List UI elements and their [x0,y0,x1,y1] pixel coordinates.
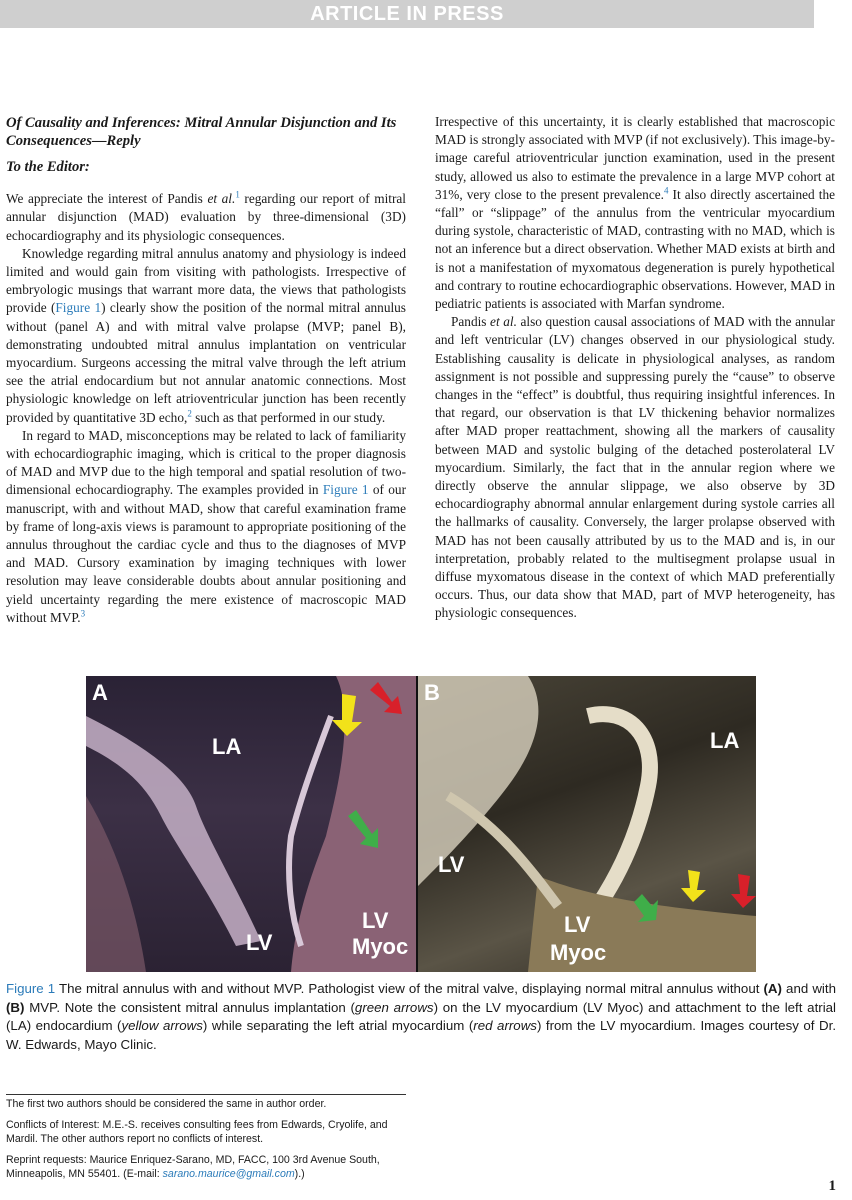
panel-a-myoc-label: Myoc [352,934,409,959]
text: of our manuscript, with and without MAD, show that careful examination frame by frame of long-axis views is paramount to appropriate positioning of the annulus throughout the cardiac cycle and thus to the diagnoses of MVP and MAD. Cursory examination by imaging techniques with lower resolution may leave considerable doubts about annular positioning and yield uncertainty regarding the mere existence of macroscopic MAD without MVP. [6,482,406,625]
panel-b-la-label: LA [710,728,740,753]
text: Knowledge regarding mitral annulus anatomy and physiology is indeed limited and would gain from visiting with pathologists. Irrespective of embryologic musings that warrant more data, the views that pathologists provide ( [6,245,406,316]
text: Reprint requests: Maurice Enriquez-Sarano, MD, FACC, 100 3rd Avenue South, Minneapolis, MN 55401. (E-mail: [6,1153,380,1180]
footnote-author-order: The first two authors should be considered the same in author order. [6,1098,327,1110]
article-in-press-banner: ARTICLE IN PRESS [0,0,814,28]
paragraph-4 [435,113,835,313]
figure-caption [6,980,836,1054]
paragraph-1 [6,190,406,245]
et-al: et al. [490,314,517,330]
figure-link[interactable]: Figure 1 [55,300,102,316]
footnote-reprint [6,1153,406,1182]
text: green arrows [354,999,434,1015]
text: Pandis [451,314,491,330]
article-title: Of Causality and Inferences: Mitral Annular Disjunction and Its Consequences—Reply [6,115,397,149]
text: yellow arrows [121,1018,203,1033]
panel-a-lv-label: LV [246,930,273,955]
figure-label: Figure 1 [6,981,56,996]
paragraph-3 [6,427,406,627]
text: It also directly ascertained the “fall” or “slippage” of the annulus from the ventricular myocardium during systole, characteristic of MAD, contrasting with no MAD, which is not an inference but a direct observation. Whether MAD exists at birth and is not a manifestation of myxomatous degeneration is purely hypothetical and contrary to routine echocardiographic observations. However, MAD in pediatric patients is associated with Marfan syndrome. [435,186,835,312]
page-number: 1 [828,1178,836,1194]
reference-link[interactable]: 3 [80,608,86,619]
text: also question causal associations of MAD with the annular and left ventricular (LV) changes observed in our physiological study. Establishing causality is delicate in physiological analyses, as random assignment is not possible and suppressing purely the “cause” to observe changes in the “effect” is doubtful, thus requiring insightful inferences. In that regard, our observation is that LV thickening behavior normalizes after MAD proper reattachment, showing all the markers of causality between MAD and systolic bulging of the detached posterolateral LV myocardium. Similarly, the fact that in the annular region where we directly observe the annular slippage, we also observe by 3D echocardiography abnormal annular enlargement during systole carries all the hallmarks of causality. Conversely, the larger prolapse observed with MAD has not been causally attributed by us to the MAD and is, in our interpretation, probably related to the multisegment prolapse usual in diffuse myxomatous disease in the context of which MAD preferentially occurs. Thus, our data show that MAD, part of MVP heterogeneity, has physiologic consequences. [435,314,835,621]
panel-b-lv-label: LV [438,852,465,877]
text: regarding our report of mitral annular disjunction (MAD) evaluation by three-dimensional (3D) echocardiography and its physiologic consequences. [6,191,406,243]
panel-b-myoc-label: Myoc [550,940,607,965]
text: We appreciate the interest of Pandis [6,191,208,207]
footnote-conflicts: Conflicts of Interest: M.E.-S. receives consulting fees from Edwards, Cryolife, and Mardil. The other authors report no conflicts of interest. [6,1118,388,1145]
panel-b-label: B [424,680,440,705]
email-link[interactable]: sarano.maurice@gmail.com [162,1168,295,1180]
footnotes [6,1094,406,1188]
panel-a [86,676,416,972]
panel-a-lv-myoc-label: LV [362,908,389,933]
reference-link[interactable]: 1 [235,189,240,200]
figure-1-image [86,676,756,972]
text: and with [781,981,836,996]
text: (A) [763,981,782,996]
text: In regard to MAD, misconceptions may be related to lack of familiarity with echocardiographic imaging, which is critical to the proper diagnosis of MAD and MVP due to the high temporal and spatial resolution of two-dimensional echocardiography. The examples provided in [6,427,406,498]
paragraph-2 [6,245,406,427]
paragraph-5 [435,313,835,622]
right-column [435,113,835,623]
text: MVP. Note the consistent mitral annulus implantation ( [24,999,355,1015]
text: ) clearly show the position of the normal mitral annulus without (panel A) and with mitral valve prolapse (MVP; panel B), demonstrating undoubted mitral annulus implantation on ventricular myocardium. Surgeons accessing the mitral valve through the left atrium see the atrial endocardium but not annular anatomic connections. Most physiologic knowledge on left atrioventricular junction has been recently provided by quantitative 3D echo, [6,300,406,425]
panel-b-lv-myoc-label: LV [564,912,591,937]
et-al: et al. [207,191,236,207]
text: The mitral annulus with and without MVP. Pathologist view of the mitral valve, displaying normal mitral annulus without [55,981,764,996]
salutation: To the Editor: [6,159,90,175]
left-column [6,110,406,627]
panel-b [418,676,756,972]
reference-link[interactable]: 4 [663,185,669,196]
text: ) from the LV myocardium. Images courtesy of Dr. W. Edwards, Mayo Clinic. [6,1018,837,1052]
reference-link[interactable]: 2 [187,408,192,419]
text: such as that performed in our study. [191,409,386,425]
text: Irrespective of this uncertainty, it is clearly established that macroscopic MAD is strongly associated with MVP (if not exclusively). This image-by-image careful atrioventricular junction examination, used in the present study, allowed us also to estimate the prevalence in a large MVP cohort at 31%, very close to the present prevalence. [435,114,835,202]
panel-a-la-label: LA [212,734,242,759]
text: ) on the LV myocardium (LV Myoc) and attachment to the left atrial (LA) endocardium ( [6,999,836,1033]
panel-a-label: A [92,680,108,705]
text: (B) [6,999,25,1015]
text: ) while separating the left atrial myocardium ( [202,1018,474,1033]
red-arrow-icon [731,874,756,908]
figure-link[interactable]: Figure 1 [322,482,369,498]
text: red arrows [473,1018,537,1033]
text: ).) [294,1168,305,1180]
yellow-arrow-icon [681,870,706,902]
